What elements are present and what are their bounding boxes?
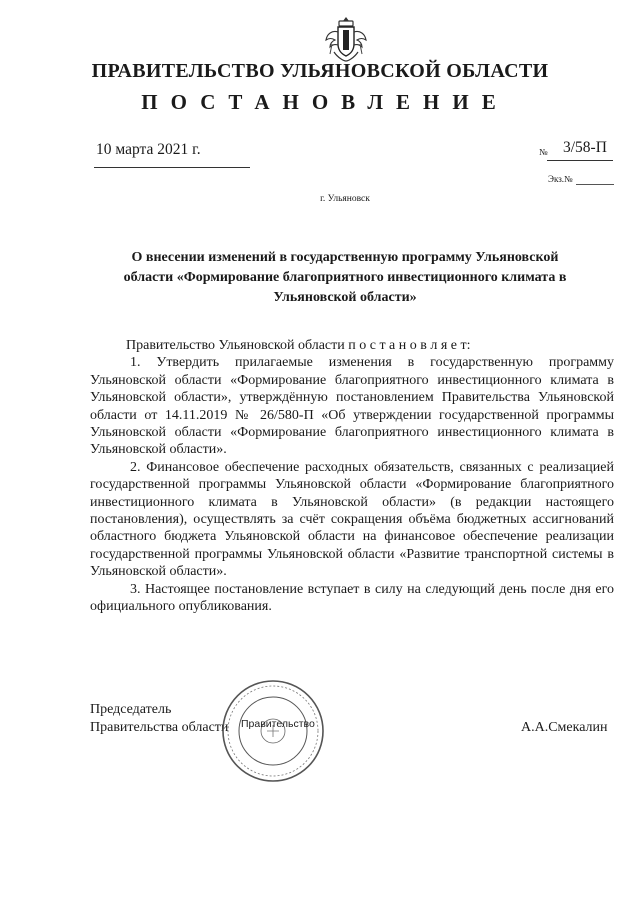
date-underline <box>94 167 250 168</box>
body-paragraph-1: 1. Утвердить прилагаемые изменения в государственную программу Ульяновской области «Формирование благоприятного инвестиционного климата в Ульяновской области», утверждённую постановлением Правительства Ульяновской области от 14.11.2019 № 26/580-П «Об утверждении государственной программы Ульяновской области «Формирование благоприятного инвестиционного климата в Ульяновской области». <box>90 355 614 458</box>
city-label: г. Ульяновск <box>320 194 370 204</box>
official-seal-icon <box>220 678 326 784</box>
signatory-title-line2: Правительства области <box>90 720 229 735</box>
body-paragraph-2: 2. Финансовое обеспечение расходных обязательств, связанных с реализацией государственной программы Ульяновской области «Формирование благоприятного инвестиционного климата в Ульяновской области» (в редакции настоящего постановления), осуществлять за счёт сокращения объёма бюджетных ассигнований областного бюджета Ульяновской области на финансовое обеспечение реализации государственной программы Ульяновской области «Развитие транспортной системы в Ульяновской области». <box>90 459 614 580</box>
document-number: 3/58-П <box>563 139 607 156</box>
document-type-heading: ПОСТАНОВЛЕНИЕ <box>141 90 509 114</box>
body-paragraph-3: 3. Настоящее постановление вступает в силу на следующий день после дня его официального опубликования. <box>90 581 614 615</box>
government-heading: ПРАВИТЕЛЬСТВО УЛЬЯНОВСКОЙ ОБЛАСТИ <box>91 60 549 82</box>
coat-of-arms-icon <box>322 14 370 64</box>
copy-number-underline <box>576 184 614 185</box>
copy-number-label: Экз.№ <box>548 174 573 184</box>
signatory-title-line1: Председатель <box>90 702 172 717</box>
number-label: № <box>539 147 548 157</box>
document-title: О внесении изменений в государственную программу Ульяновской области «Формирование благоприятного инвестиционного климата в Ульяновской области» <box>123 250 567 305</box>
number-underline <box>547 160 613 161</box>
signatory-name: А.А.Смекалин <box>521 720 608 735</box>
document-body <box>90 337 614 616</box>
body-intro: Правительство Ульяновской области п о с т а н о в л я е т: <box>126 338 471 353</box>
seal-text: Правительство <box>241 718 315 730</box>
document-date: 10 марта 2021 г. <box>96 141 201 158</box>
